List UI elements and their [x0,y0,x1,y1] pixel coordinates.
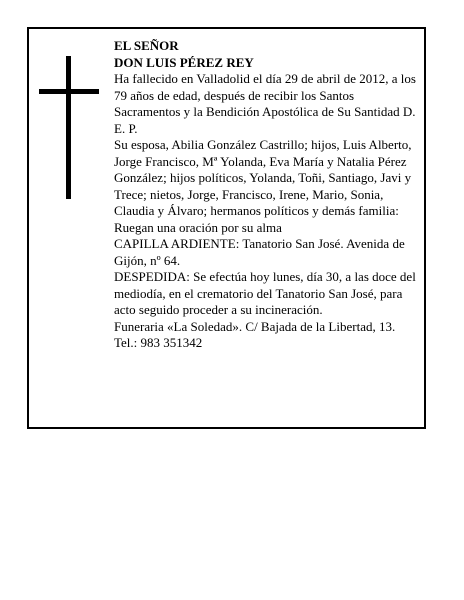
chapel-info: CAPILLA ARDIENTE: Tanatorio San José. Avenida de Gijón, nº 64. [114,236,405,268]
farewell-info: DESPEDIDA: Se efectúa hoy lunes, día 30, a las doce del mediodía, en el crematorio del Tanatorio San José, para acto seguido proceder a su incineración. [114,269,416,317]
obituary-notice [27,27,426,429]
cross-vertical-bar [66,56,71,199]
funeral-home-info: Funeraria «La Soledad». C/ Bajada de la Libertad, 13. Tel.: 983 351342 [114,318,396,350]
death-announcement: Ha fallecido en Valladolid el día 29 de abril de 2012, a los 79 años de edad, después de recibir los Santos Sacramentos y la Bendición Apostólica de Su Santidad D. E. P. [114,71,416,136]
notice-text-block [114,38,419,352]
prayer-request: Ruegan una oración por su alma [114,219,282,235]
family-list: Su esposa, Abilia González Castrillo; hijos, Luis Alberto, Jorge Francisco, Mª Yolanda, Eva María y Natalia Pérez González; hijos políticos, Yolanda, Toñi, Santiago, Javi y Trece; nietos, Jorge, Francisco, Irene, Mario, Sonia, Claudia y Álvaro; hermanos políticos y demás familia: [114,137,412,218]
cross-horizontal-bar [39,89,99,94]
latin-cross-icon [39,56,99,199]
notice-header-title: EL SEÑOR [114,38,179,53]
deceased-name: DON LUIS PÉREZ REY [114,54,254,70]
